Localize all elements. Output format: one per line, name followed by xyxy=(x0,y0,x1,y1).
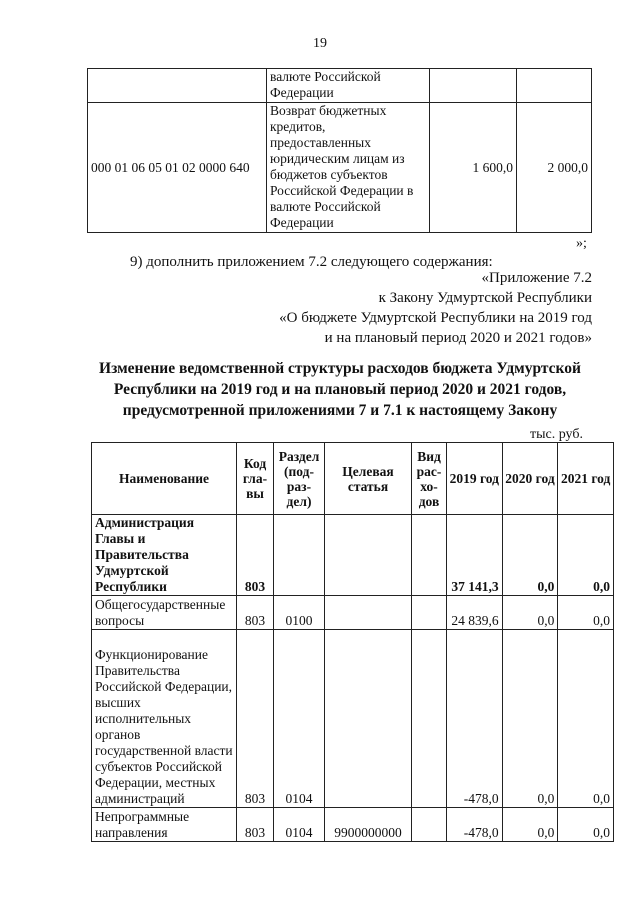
row-2020: 0,0 xyxy=(502,515,558,596)
appendix-header xyxy=(279,268,592,348)
row-celevaya: 9900000000 xyxy=(325,808,412,842)
row-vid xyxy=(412,596,447,630)
row-2020: 0,0 xyxy=(502,596,558,630)
row-vid xyxy=(412,808,447,842)
value-2020-cell: 2 000,0 xyxy=(517,103,592,233)
value-2019-cell xyxy=(430,69,517,103)
name-cell: валюте Российской Федерации xyxy=(267,69,430,103)
row-name: Функционирование Правительства Российской Федерации, высших исполнительных органов государственной власти субъектов Российской Федерации, местных администраций xyxy=(92,630,237,808)
row-2021: 0,0 xyxy=(558,515,614,596)
appendix-line: и на плановый период 2020 и 2021 годов» xyxy=(324,330,592,346)
row-celevaya xyxy=(325,515,412,596)
row-kod: 803 xyxy=(237,515,274,596)
row-vid xyxy=(412,515,447,596)
row-name: Непрограммные направления xyxy=(92,808,237,842)
row-2019: 37 141,3 xyxy=(447,515,503,596)
row-2019: -478,0 xyxy=(447,808,503,842)
table-row xyxy=(88,69,592,103)
header-name: Наименование xyxy=(92,443,237,515)
table-row xyxy=(92,515,614,596)
appendix-line: к Закону Удмуртской Республики xyxy=(378,290,592,306)
header-kod: Код гла-вы xyxy=(237,443,274,515)
appendix-line: «Приложение 7.2 xyxy=(481,270,592,286)
code-cell: 000 01 06 05 01 02 0000 640 xyxy=(88,103,267,233)
header-razdel: Раздел (под-раз-дел) xyxy=(274,443,325,515)
header-celevaya: Целевая статья xyxy=(325,443,412,515)
row-2020: 0,0 xyxy=(502,630,558,808)
row-celevaya xyxy=(325,630,412,808)
row-2019: 24 839,6 xyxy=(447,596,503,630)
row-2021: 0,0 xyxy=(558,596,614,630)
row-name: Администрация Главы и Правительства Удмуртской Республики xyxy=(92,515,237,596)
row-2019: -478,0 xyxy=(447,630,503,808)
row-vid xyxy=(412,630,447,808)
row-kod: 803 xyxy=(237,808,274,842)
row-razdel: 0104 xyxy=(274,808,325,842)
row-razdel: 0104 xyxy=(274,630,325,808)
page-number: 19 xyxy=(313,36,327,51)
units-label: тыс. руб. xyxy=(530,427,583,442)
row-2020: 0,0 xyxy=(502,808,558,842)
item-9-text: 9) дополнить приложением 7.2 следующего содержания: xyxy=(130,254,493,270)
appendix-line: «О бюджете Удмуртской Республики на 2019 год xyxy=(279,310,592,326)
code-cell xyxy=(88,69,267,103)
header-2020: 2020 год xyxy=(502,443,558,515)
header-vid: Вид рас-хо-дов xyxy=(412,443,447,515)
row-kod: 803 xyxy=(237,596,274,630)
name-cell: Возврат бюджетных кредитов, предоставленных юридическим лицам из бюджетов субъектов Российской Федерации в валюте Российской Федерации xyxy=(267,103,430,233)
header-2019: 2019 год xyxy=(447,443,503,515)
value-2019-cell: 1 600,0 xyxy=(430,103,517,233)
row-name: Общегосударственные вопросы xyxy=(92,596,237,630)
row-2021: 0,0 xyxy=(558,808,614,842)
document-title: Изменение ведомственной структуры расходов бюджета Удмуртской Республики на 2019 год и на плановый период 2020 и 2021 годов, предусмотренной приложениями 7 и 7.1 к настоящему Закону xyxy=(99,360,581,419)
table-row xyxy=(92,596,614,630)
header-row xyxy=(92,443,614,515)
row-2021: 0,0 xyxy=(558,630,614,808)
header-2021: 2021 год xyxy=(558,443,614,515)
row-celevaya xyxy=(325,596,412,630)
row-razdel xyxy=(274,515,325,596)
table-row xyxy=(92,808,614,842)
table-row xyxy=(92,630,614,808)
value-2020-cell xyxy=(517,69,592,103)
expenditure-table xyxy=(91,442,614,842)
row-kod: 803 xyxy=(237,630,274,808)
table-row xyxy=(88,103,592,233)
quote-close: »; xyxy=(576,236,587,251)
row-razdel: 0100 xyxy=(274,596,325,630)
top-continuation-table xyxy=(87,68,592,233)
